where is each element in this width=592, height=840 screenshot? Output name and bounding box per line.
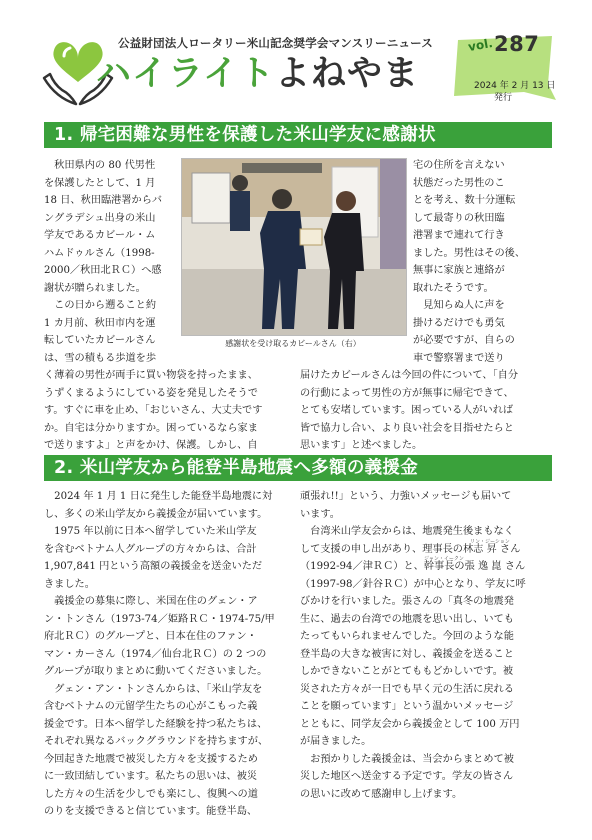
issue-badge bbox=[444, 34, 556, 106]
article1-bottom-right: 届けたカビールさんは今回の件について、「自分 の行動によって男性の方が無事に帰宅できて、 とても安堵しています。困っている人がいれば 皆で協力し合い、より良い社会を目指せたらと 思います」と述べました。 bbox=[300, 370, 519, 451]
ruby-zhang: ジャン・イークン bbox=[424, 556, 464, 562]
article1-left-column: 秋田県内の 80 代男性 を保護したとして、1 月 18 日、秋田臨港署からバ ングラデシュ出身の米山 学友であるカビール・ム ハムドゥルさん（1998- 2000／秋田北ＲＣ）へ感 謝状が贈られました。 この日から遡ること約 1 カ月前、秋田市内を運 転していたカビールさん は、雪の積もる歩道を歩 bbox=[44, 160, 163, 364]
award-photo bbox=[181, 158, 407, 336]
title-highlight: ハイライト bbox=[96, 54, 275, 94]
article1-bottom-left: く薄着の男性が両手に買い物袋を持ったまま、 うずくまるようにしている姿を発見したそうで す。すぐに車を止め、「おじいさん、大丈夫です か。自宅は分かりますか。困っているなら家ま で送りますよ」と声をかけ、保護。しかし、自 bbox=[44, 370, 263, 451]
issue-date: 2024 年 2 月 13 日 bbox=[474, 81, 556, 91]
article1-right-column: 宅の住所を言えない 状態だった男性のこ とを考え、数十分運転 して最寄りの秋田臨 港署まで連れて行き ました。男性はその後、 無事に家族と連絡が 取れたそうです。 見知らぬ人に声を 掛けるだけでも勇気 が必要ですが、自らの 車で警察署まで送り bbox=[413, 160, 526, 364]
photo-caption: 感謝状を受け取るカビールさん（右） bbox=[225, 339, 361, 348]
ruby-lin: リン・ジーション bbox=[470, 539, 510, 545]
organization-name: 公益財団法人ロータリー米山記念奨学会マンスリーニュース bbox=[118, 36, 433, 50]
article2-right-column: 頑張れ!!」という、力強いメッセージも届いて います。 台湾米山学友会からは、地震発生後まもなく して支援の申し出があり、理事長の林志 昇 さん （1992-94／津ＲＣ）と、幹事長の張 逸 崑 さん （1997-98／針谷ＲＣ）が中心となり、学友に呼 びかけを行いました。張さんの「真冬の地震発 生に、過去の台湾での地震を思い出し、いても たってもいられませんでした。今回のような能 登半島の大きな被害に対し、義援金を送ること しかできないことがとてももどかしいです。被 災された方々が一日でも早く元の生活に戻れる ことを願っています」という温かいメッセージ とともに、同学友会から義援金として 100 万円 が届きました。 お預かりした義援金は、当会からまとめて被 災した地区へ送金する予定です。学友の皆さん の思いに改めて感謝申し上げます。 bbox=[300, 491, 526, 800]
article2-left-column: 2024 年 1 月 1 日に発生した能登半島地震に対 し、多くの米山学友から義援金が届いています。 1975 年以前に日本へ留学していた米山学友 を含むベトナム人グループの方々からは、合計 1,907,841 円という高額の義援金を送金いただ きました。 義援金の募集に際し、米国在住のグェン・ア ン・トンさん（1973-74／姫路ＲＣ・1974-75/甲 府北ＲＣ）のグループと、日本在住のファン・ マン・カーさん（1974／仙台北ＲＣ）の 2 つの グループが取りまとめに動いてくださいました。 グェン・アン・トンさんからは、「米山学友を 含むベトナムの元留学生たちの心がこもった義 援金です。日本へ留学した経験を持つ私たちは、 それぞれ異なるバックグラウンドを持ちますが、 今回起きた地震で被災した方々を支援するため に一致団結しています。私たちの思いは、被災 した方々の生活を少しでも楽にし、復興への道 のりを支援できると信じています。能登半島、 bbox=[44, 491, 275, 817]
article2-title: 2. 米山学友から能登半島地震へ多額の義援金 bbox=[44, 455, 552, 481]
title-yoneyama: よねやま bbox=[274, 54, 419, 94]
newsletter-title bbox=[96, 50, 419, 98]
award-ceremony-photo-icon bbox=[182, 159, 406, 335]
vol-number: 287 bbox=[494, 32, 540, 56]
vol-label: vol. bbox=[466, 35, 494, 55]
article1-title: 1. 帰宅困難な男性を保護した米山学友に感謝状 bbox=[44, 122, 552, 148]
masthead-header bbox=[0, 0, 592, 110]
issued-label: 発行 bbox=[494, 93, 513, 103]
